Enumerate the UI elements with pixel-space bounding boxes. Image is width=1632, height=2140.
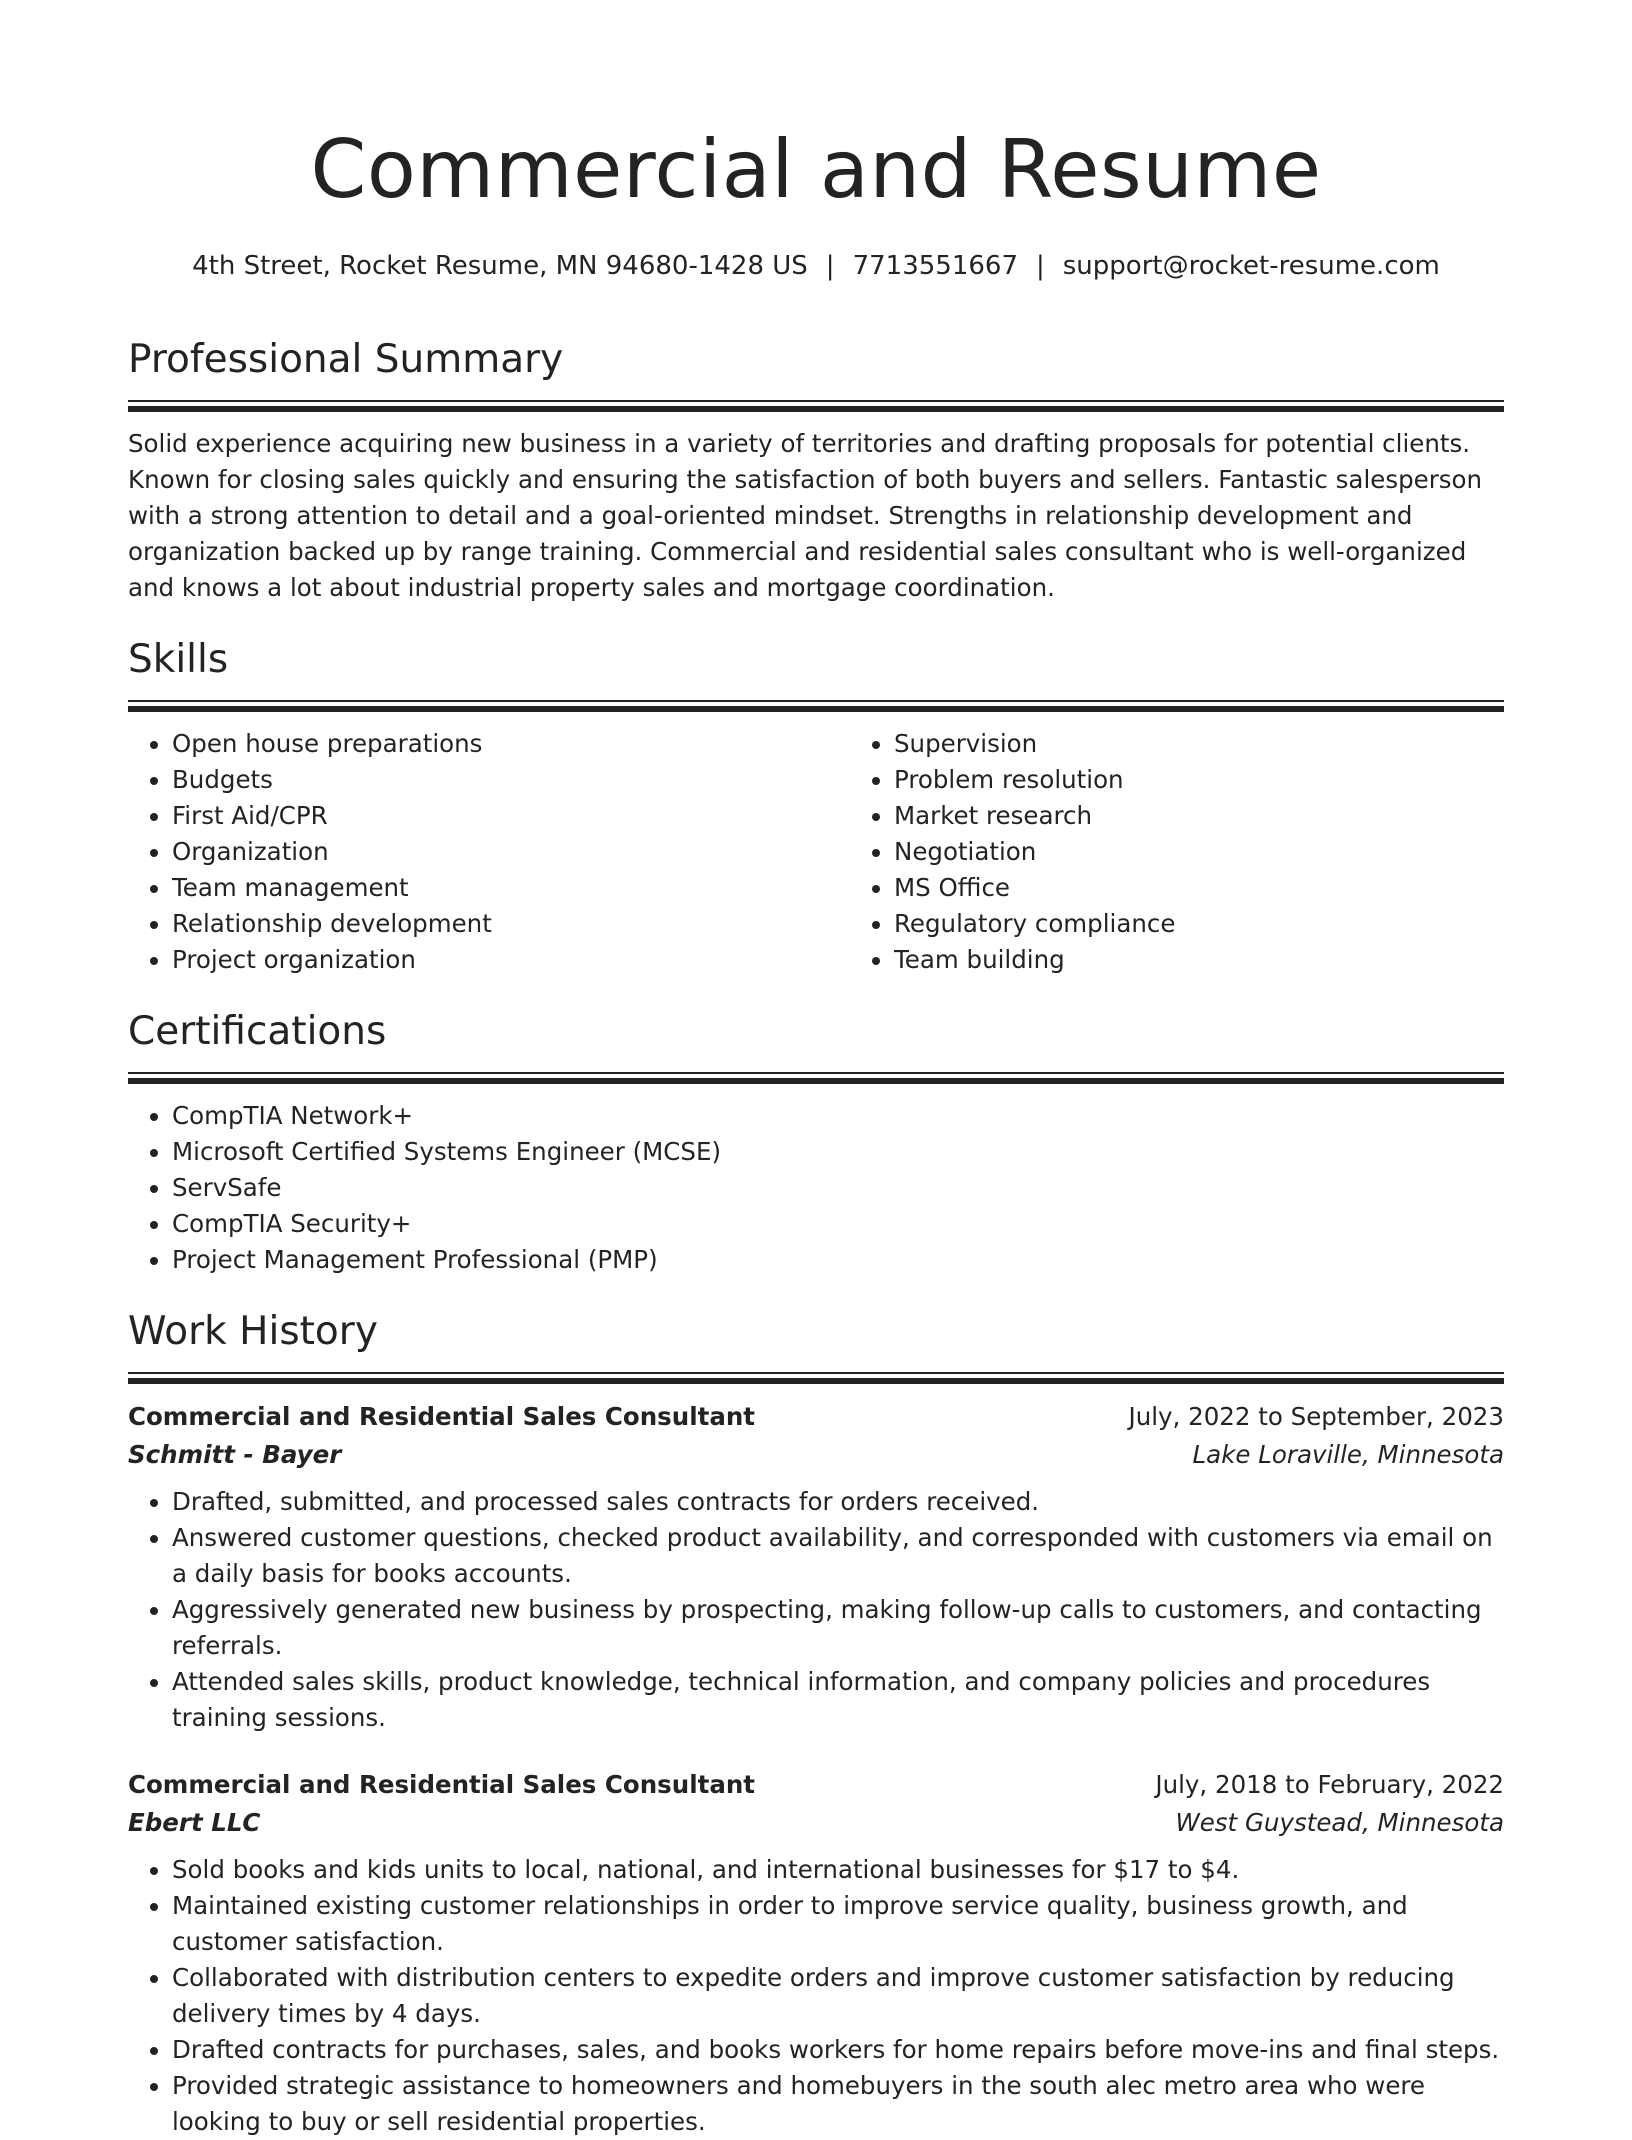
work-history-section [128, 1308, 1504, 2140]
job-bullet: • Sold books and kids units to local, national, and international businesses for $17 to $4. [172, 1852, 1504, 1888]
skill-item: • Budgets [172, 762, 850, 798]
skills-grid [128, 726, 1504, 978]
job-bullet: • Attended sales skills, product knowledge, technical information, and company policies and procedures training sessions. [172, 1664, 1504, 1736]
job-header [128, 1398, 1504, 1436]
section-divider [128, 1372, 1504, 1384]
job-title: Commercial and Residential Sales Consultant [128, 1770, 755, 1799]
section-divider [128, 1072, 1504, 1084]
certification-item: • CompTIA Security+ [172, 1206, 1504, 1242]
job-bullet: • Drafted contracts for purchases, sales, and books workers for home repairs before move-ins and final steps. [172, 2032, 1504, 2068]
job-dates: July, 2018 to February, 2022 [1155, 1770, 1504, 1799]
job-location: West Guystead, Minnesota [1175, 1808, 1504, 1837]
skills-section [128, 636, 1504, 978]
job-company: Ebert LLC [128, 1808, 261, 1837]
certification-item: • Project Management Professional (PMP) [172, 1242, 1504, 1278]
skill-item: • Supervision [894, 726, 1572, 762]
skill-item: • Problem resolution [894, 762, 1572, 798]
skill-item: • First Aid/CPR [172, 798, 850, 834]
skill-item: • Regulatory compliance [894, 906, 1572, 942]
job-subheader [128, 1436, 1504, 1474]
job-subheader [128, 1804, 1504, 1842]
skill-item: • Open house preparations [172, 726, 850, 762]
skill-item: • Organization [172, 834, 850, 870]
job-bullet: • Drafted, submitted, and processed sales contracts for orders received. [172, 1484, 1504, 1520]
resume-name: Commercial and Resume [310, 123, 1322, 216]
section-heading: Skills [128, 637, 229, 682]
job-dates: July, 2022 to September, 2023 [1128, 1402, 1504, 1431]
skill-item: • Project organization [172, 942, 850, 978]
skill-item: • Team building [894, 942, 1572, 978]
skills-list-left [128, 726, 850, 978]
section-divider [128, 700, 1504, 712]
contact-phone: 7713551667 [852, 251, 1018, 281]
contact-separator: | [825, 251, 835, 281]
section-heading: Certifications [128, 1009, 387, 1054]
skill-item: • Relationship development [172, 906, 850, 942]
contact-separator: | [1035, 251, 1045, 281]
job-header [128, 1766, 1504, 1804]
skill-item: • Negotiation [894, 834, 1572, 870]
skills-list-right [850, 726, 1572, 978]
job-entry [128, 1398, 1504, 1736]
job-bullets [128, 1484, 1504, 1736]
certification-item: • Microsoft Certified Systems Engineer (MCSE) [172, 1134, 1504, 1170]
skill-item: • Team management [172, 870, 850, 906]
job-bullet: • Maintained existing customer relationships in order to improve service quality, business growth, and customer satisfaction. [172, 1888, 1504, 1960]
contact-line [128, 248, 1504, 284]
job-location: Lake Loraville, Minnesota [1192, 1440, 1504, 1469]
job-company: Schmitt - Bayer [128, 1440, 342, 1469]
section-heading: Work History [128, 1309, 378, 1354]
section-divider [128, 400, 1504, 412]
job-bullet: • Collaborated with distribution centers to expedite orders and improve customer satisfaction by reducing delivery times by 4 days. [172, 1960, 1504, 2032]
certifications-list [128, 1098, 1504, 1278]
summary-section [128, 336, 1504, 606]
certifications-section [128, 1008, 1504, 1278]
section-heading: Professional Summary [128, 337, 564, 382]
job-bullets [128, 1852, 1504, 2140]
job-title: Commercial and Residential Sales Consultant [128, 1402, 755, 1431]
job-bullet: • Aggressively generated new business by prospecting, making follow-up calls to customers, and contacting referrals. [172, 1592, 1504, 1664]
job-bullet: • Answered customer questions, checked product availability, and corresponded with customers via email on a daily basis for books accounts. [172, 1520, 1504, 1592]
certification-item: • ServSafe [172, 1170, 1504, 1206]
job-bullet: • Provided strategic assistance to homeowners and homebuyers in the south alec metro area who were looking to buy or sell residential properties. [172, 2068, 1504, 2140]
summary-text: Solid experience acquiring new business in a variety of territories and drafting proposals for potential clients. Known for closing sales quickly and ensuring the satisfaction of both buyers and sellers. Fantastic salesperson with a strong attention to detail and a goal-oriented mindset. Strengths in relationship development and organization backed up by range training. Commercial and residential sales consultant who is well-organized and knows a lot about industrial property sales and mortgage coordination. [128, 429, 1483, 602]
skill-item: • Market research [894, 798, 1572, 834]
skill-item: • MS Office [894, 870, 1572, 906]
job-entry [128, 1766, 1504, 2140]
certification-item: • CompTIA Network+ [172, 1098, 1504, 1134]
contact-email: support@rocket-resume.com [1062, 251, 1440, 281]
contact-address: 4th Street, Rocket Resume, MN 94680-1428 US [192, 251, 808, 281]
